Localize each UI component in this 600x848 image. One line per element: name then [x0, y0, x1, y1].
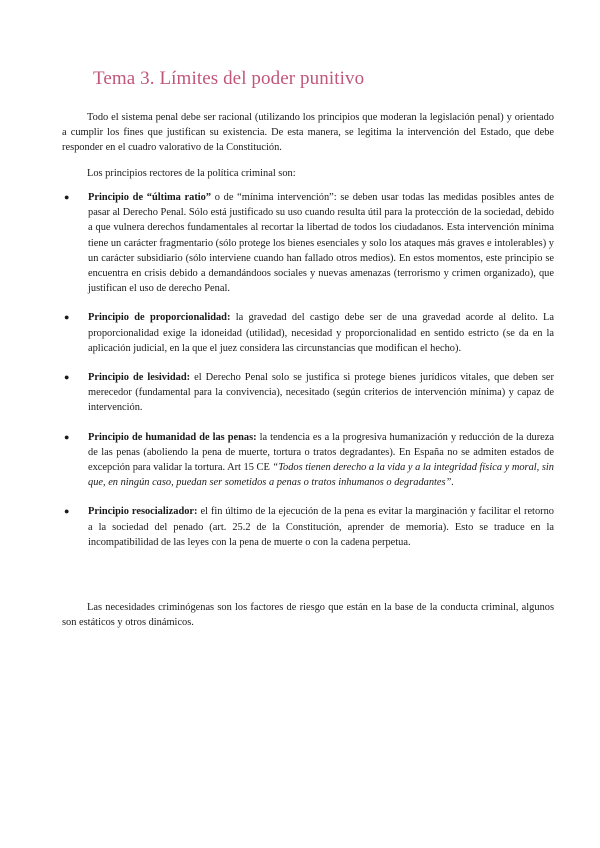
principles-intro: Los principios rectores de la política criminal son:	[87, 168, 296, 179]
principles-list	[62, 190, 554, 550]
principle-text: o de “mínima intervención”: se deben usar todas las medidas posibles antes de pasar al Derecho Penal. Sólo está justificado su uso cuando resulta útil para la protección de la sociedad, debido a que vulnera derechos fundamentales al recortar la libertad de todos los ciudadanos. Esta intervención mínima tiene un carácter fragmentario (sólo protege los bienes esenciales y solo los ataques más graves e intolerables) y un carácter subsidiario (sólo interviene cuando han fallado otros medios). En estos momentos, este principio se encuentra en crisis debido a demandándoos sociales y nuevas amenazas (terrorismo y crimen organizado), que justifican el uso de derecho Penal.	[88, 192, 555, 295]
page-title: Tema 3. Límites del poder punitivo	[93, 68, 365, 89]
list-item	[62, 370, 554, 416]
list-item	[62, 504, 554, 550]
principle-text: el fin último de la ejecución de la pena es evitar la marginación y facilitar el retorno a la sociedad del penado (art. 25.2 de la Constitución, aprender de memoria). Esto se traduce en la incompatibilidad de las leyes con la pena de muerte o con la cadena perpetua.	[88, 506, 554, 548]
bullet-icon: ●	[64, 312, 70, 323]
principle-term: Principio de proporcionalidad:	[88, 312, 231, 324]
principle-term: Principio de “última ratio”	[88, 192, 212, 203]
principle-text: la gravedad del castigo debe ser de una gravedad acorde al delito. La proporcionalidad exige la idoneidad (utilidad), necesidad y proporcionalidad en sentido estricto (se da en la aplicación judicial, en la que el juez considera las circunstancias que modifican el hecho).	[88, 312, 554, 354]
bullet-icon: ●	[64, 506, 70, 517]
intro-paragraph: Todo el sistema penal debe ser racional (utilizando los principios que moderan la legislación penal) y orientado a cumplir los fines que justifican su existencia. De esta manera, se legitima la intervención del Estado, que debe responder en el cuadro valorativo de la Constitución.	[62, 112, 554, 154]
bullet-icon: ●	[64, 372, 70, 383]
bullet-icon: ●	[64, 192, 70, 202]
list-item	[62, 190, 554, 296]
constitution-quote: “Todos tienen derecho a la vida y a la integridad física y moral, sin que, en ningún caso, puedan ser sometidos a penas o tratos inhumanos o degradantes”.	[88, 462, 554, 489]
list-item	[62, 430, 554, 491]
principle-text: el Derecho Penal solo se justifica si protege bienes jurídicos vitales, que deben ser merecedor (fundamental para la convivencia), necesitado (según criterios de intervención mínima) y capaz de intervención.	[88, 372, 554, 414]
principle-term: Principio de lesividad:	[88, 372, 191, 384]
principle-term: Principio de humanidad de las penas:	[88, 431, 257, 443]
list-item	[62, 310, 554, 356]
principle-term: Principio resocializador:	[88, 506, 198, 518]
closing-paragraph: Las necesidades criminógenas son los factores de riesgo que están en la base de la conducta criminal, algunos son estáticos y otros dinámicos.	[62, 602, 554, 629]
principle-text: la tendencia es a la progresiva humanización y reducción de la dureza de las penas (aboliendo la pena de muerte, tortura o tratos degradantes). En España no se admiten estados de excepción para validar la tortura. Art 15 CE	[88, 431, 555, 474]
bullet-icon: ●	[64, 431, 70, 442]
